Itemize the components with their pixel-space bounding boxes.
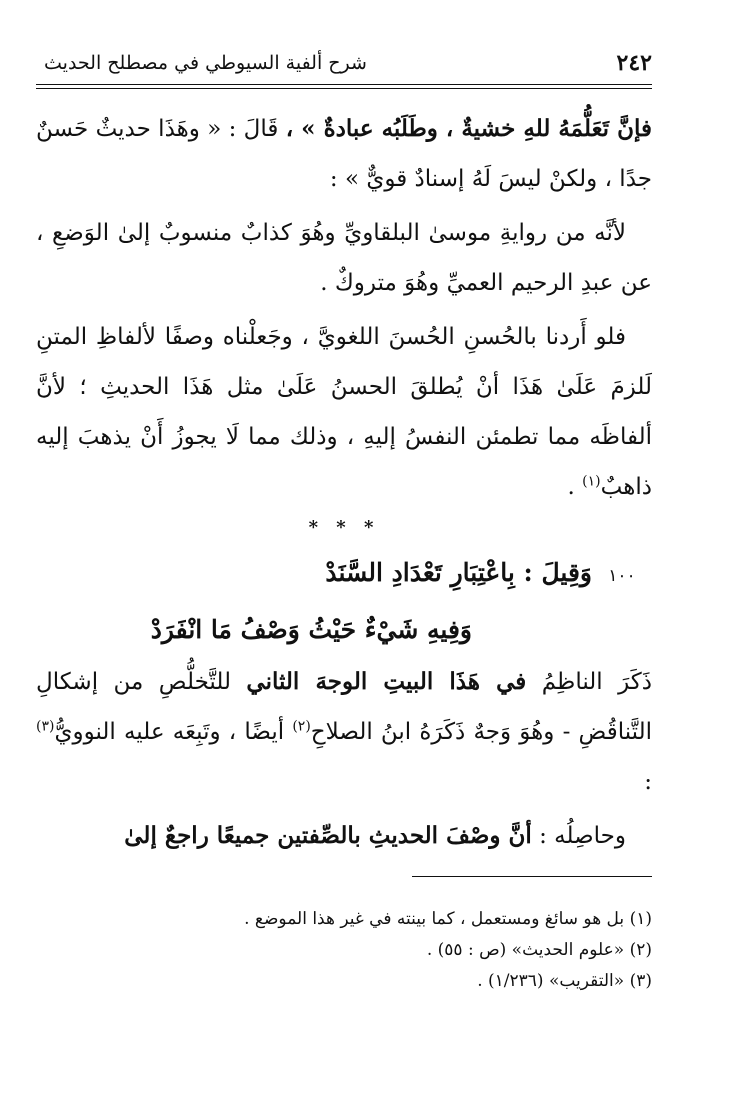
verse-number: ١٠٠ [608,566,636,586]
paragraph-reason: لأنَّه من روايةِ موسىٰ البلقاويِّ وهُوَ كذابٌ منسوبٌ إلىٰ الوَضعِ ، عن عبدِ الرحيم العميِّ وهُوَ متروكٌ . [36,220,652,296]
commentary-end: : [644,769,652,795]
main-text [36,104,652,865]
summary-bold: أنَّ وصْفَ الحديثِ بالصِّفتين جميعًا راجعٌ إلىٰ [124,822,532,849]
footnote-3: (٣) «التقريب» (١/٢٣٦) . [477,971,652,991]
summary-start: وحاصِلُه : [531,823,626,849]
argument-tail: . [567,474,583,500]
commentary-after: أيضًا ، وتَبِعَه عليه النوويُّ [54,719,293,745]
paragraph-quote-end [36,104,652,204]
paragraph-summary [36,811,652,861]
poem-verse [36,546,652,657]
book-title: شرح ألفية السيوطي في مصطلح الحديث [44,52,367,74]
footnotes [36,904,652,997]
commentary-bold: في هَذَا البيتِ الوجهَ الثاني [246,668,527,695]
footnote-ref-3[interactable]: (٣) [36,718,55,735]
paragraph-argument [36,312,652,512]
verse-hemistich-1: وَقِيلَ : بِاعْتِبَارِ تَعْدَادِ السَّنَدْ [325,558,592,587]
section-separator: * * * [308,517,380,538]
verse-hemistich-2: وَفِيهِ شَيْءٌ حَيْثُ وَصْفُ مَا انْفَرَدْ [150,615,472,644]
footnote-1: (١) بل هو سائغ ومستعمل ، كما بينته في غير هذا الموضع . [244,909,652,929]
running-head [36,44,652,85]
footnote-ref-1[interactable]: (١) [582,473,601,490]
footnote-divider [412,876,652,877]
verse-line-2 [36,603,652,657]
quote-bold-lead: فإنَّ تَعَلُّمَهُ للهِ خشيةٌ ، وطَلَبُه عبادةٌ » ، [285,115,653,142]
quote-text: قَالَ : « وهَذَا حديثٌ حَسنٌ جدًا ، ولكنْ ليسَ لَهُ إسنادٌ قويٌّ » : [36,116,652,192]
commentary-start: ذَكَرَ الناظِمُ [526,669,652,695]
argument-text: فلو أَردنا بالحُسنِ الحُسنَ اللغويَّ ، وجَعلْناه وصفًا لألفاظِ المتنِ لَلزمَ عَلَىٰ هَذَا أنْ يُطلقَ الحسنُ عَلَىٰ مثل هَذَا الحديثِ ؛ لأنَّ ألفاظَه مما تطمئن النفسُ إليهِ ، وذلك مما لَا يجوزُ أَنْ يذهبَ إليه ذاهبٌ [36,324,652,500]
footnote-2: (٢) «علوم الحديث» (ص : ٥٥) . [426,940,652,960]
commentary-mid: للتَّخلُّصِ من إشكالِ التَّناقُضِ - وهُوَ وَجهٌ ذَكَرَهُ ابنُ الصلاحِ [36,669,652,745]
footnote-ref-2[interactable]: (٢) [292,718,311,735]
book-page [36,44,652,1074]
page-number: ٢٤٢ [616,50,652,76]
paragraph-commentary [36,657,652,807]
verse-line-1 [36,546,652,603]
